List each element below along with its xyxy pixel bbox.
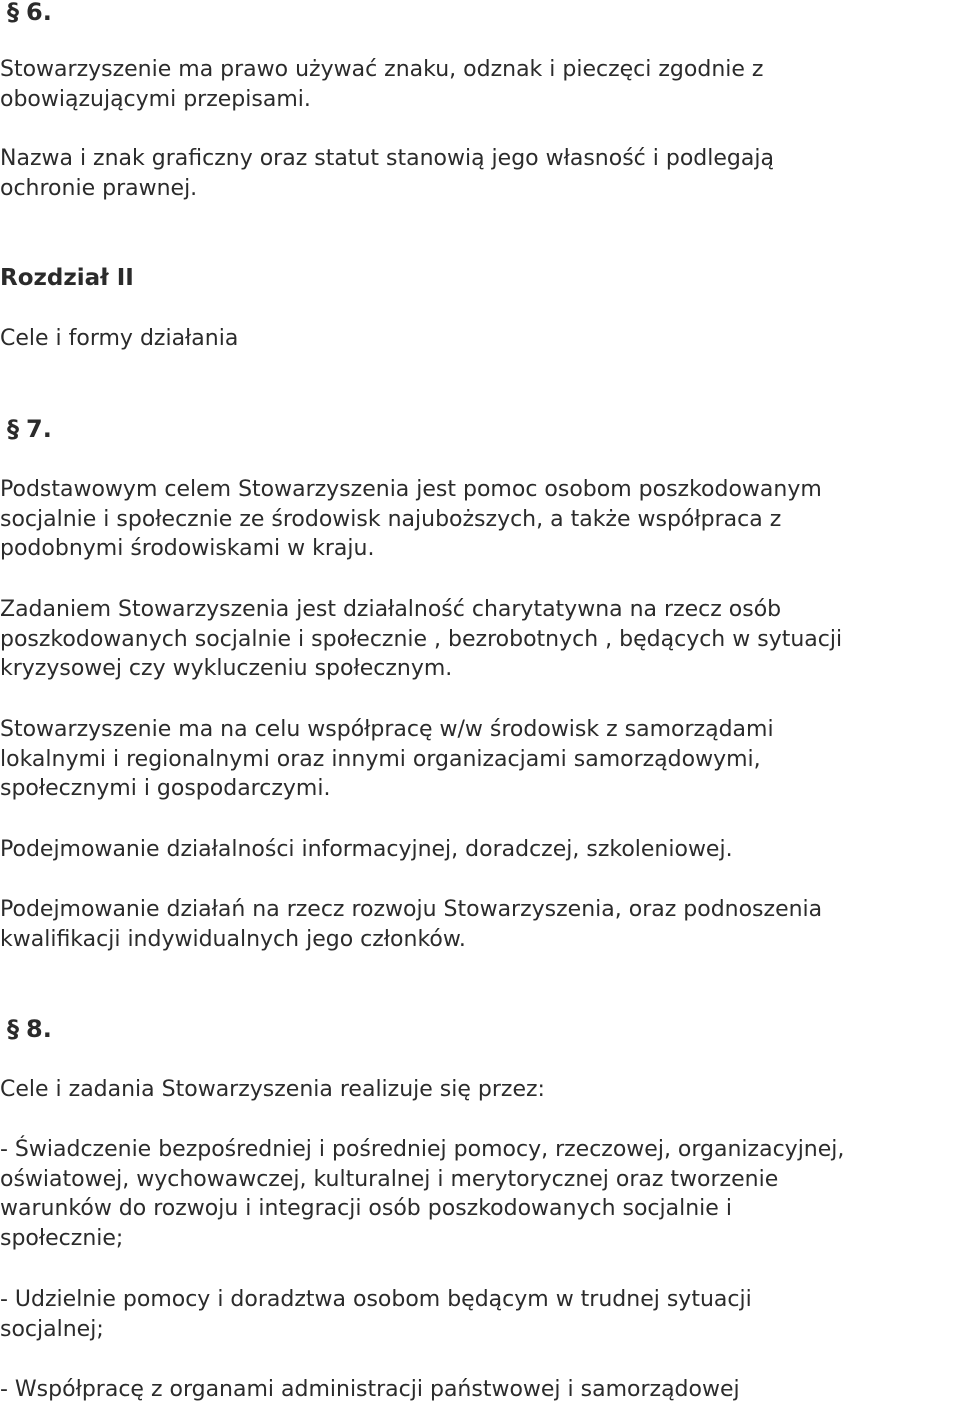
- text-line: społecznie;: [0, 1225, 124, 1251]
- text-line: socjalnej;: [0, 1316, 104, 1342]
- text-line: kryzysowej czy wykluczeniu społecznym.: [0, 656, 453, 681]
- text-line: Cele i zadania Stowarzyszenia realizuje się przez:: [0, 1077, 545, 1102]
- section-number: 6.: [26, 0, 52, 26]
- list-item-8-2: [0, 1285, 958, 1344]
- text-line: kwalifikacji indywidualnych jego członków.: [0, 926, 466, 952]
- text-line: poszkodowanych socjalnie i społecznie , bezrobotnych , będących w sytuacji: [0, 626, 843, 652]
- paragraph-8-intro: [0, 1075, 958, 1105]
- list-item-8-3: [0, 1375, 958, 1405]
- text-line: Podejmowanie działalności informacyjnej, doradczej, szkoleniowej.: [0, 837, 733, 862]
- paragraph-6-2: [0, 144, 958, 203]
- text-line: Podejmowanie działań na rzecz rozwoju Stowarzyszenia, oraz podnoszenia: [0, 897, 823, 922]
- section-heading-7: [0, 414, 958, 444]
- list-item-8-1: [0, 1135, 958, 1253]
- text-line: warunków do rozwoju i integracji osób poszkodowanych socjalnie i: [0, 1196, 732, 1221]
- paragraph-6-1: [0, 55, 958, 114]
- section-heading-8: [0, 1014, 958, 1044]
- text-line: ochronie prawnej.: [0, 175, 198, 201]
- text-line: Zadaniem Stowarzyszenia jest działalność charytatywna na rzecz osób: [0, 597, 782, 622]
- text-line: Stowarzyszenie ma prawo używać znaku, odznak i pieczęci zgodnie z: [0, 57, 764, 82]
- paragraph-7-4: [0, 835, 958, 865]
- chapter-title: Rozdział II: [0, 265, 134, 291]
- text-line: społecznymi i gospodarczymi.: [0, 776, 331, 801]
- paragraph-7-2: [0, 595, 958, 684]
- section-sign: §: [7, 1015, 19, 1043]
- text-line: obowiązującymi przepisami.: [0, 86, 311, 112]
- text-line: - Udzielnie pomocy i doradztwa osobom będącym w trudnej sytuacji: [0, 1287, 752, 1312]
- section-heading-6: [0, 0, 958, 27]
- paragraph-7-1: [0, 475, 958, 564]
- paragraph-7-3: [0, 715, 958, 804]
- text-line: lokalnymi i regionalnymi oraz innymi organizacjami samorządowymi,: [0, 746, 761, 772]
- text-line: Podstawowym celem Stowarzyszenia jest pomoc osobom poszkodowanym: [0, 477, 822, 502]
- paragraph-7-5: [0, 895, 958, 954]
- text-line: oświatowej, wychowawczej, kulturalnej i merytorycznej oraz tworzenie: [0, 1166, 779, 1192]
- text-line: socjalnie i społecznie ze środowisk najuboższych, a także współpraca z: [0, 506, 782, 532]
- chapter-subtitle: Cele i formy działania: [0, 326, 239, 351]
- text-line: - Świadczenie bezpośredniej i pośredniej pomocy, rzeczowej, organizacyjnej,: [0, 1137, 845, 1162]
- section-sign: §: [7, 415, 19, 443]
- section-number: 7.: [26, 415, 52, 443]
- text-line: Nazwa i znak graficzny oraz statut stanowią jego własność i podlegają: [0, 146, 774, 171]
- text-line: - Współpracę z organami administracji państwowej i samorządowej: [0, 1377, 740, 1402]
- section-sign: §: [7, 0, 19, 26]
- section-number: 8.: [26, 1015, 52, 1043]
- text-line: podobnymi środowiskami w kraju.: [0, 536, 375, 561]
- text-line: Stowarzyszenie ma na celu współpracę w/w środowisk z samorządami: [0, 717, 774, 742]
